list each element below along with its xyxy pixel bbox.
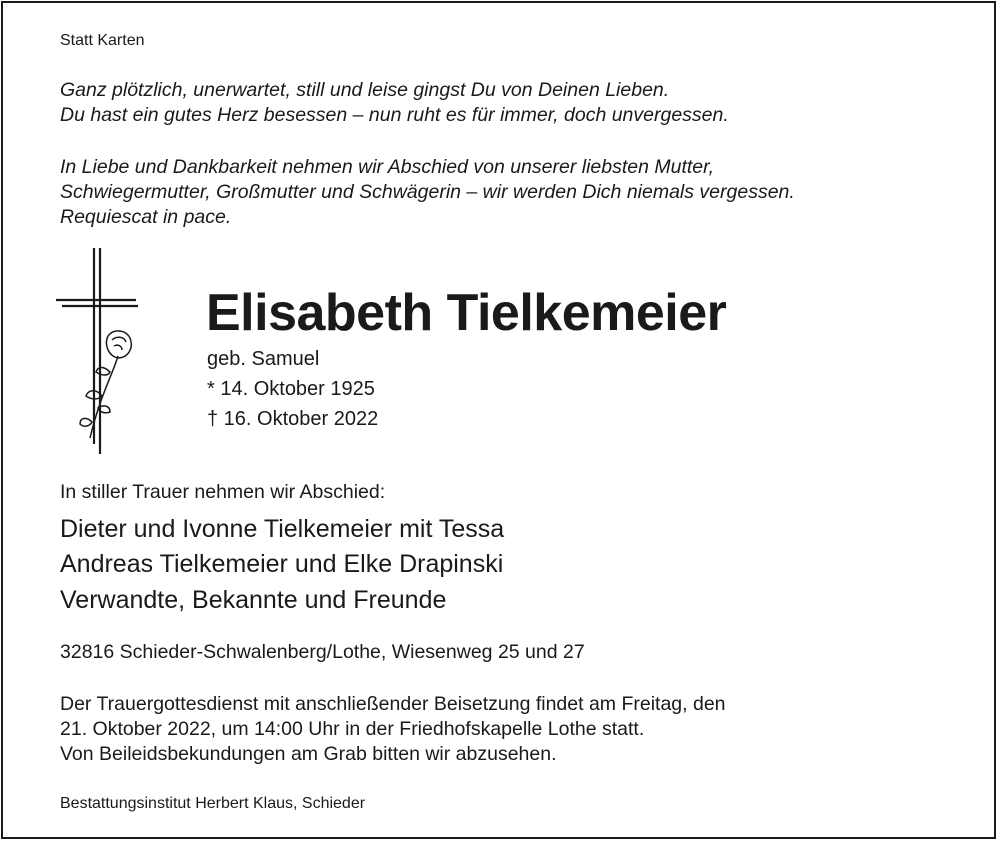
service-line-3: Von Beileidsbekundungen am Grab bitten wir abzusehen. xyxy=(60,743,557,765)
service-line-2: 21. Oktober 2022, um 14:00 Uhr in der Friedhofskapelle Lothe statt. xyxy=(60,718,645,740)
intro-line-2: Schwiegermutter, Großmutter und Schwägerin – wir werden Dich niemals vergessen. xyxy=(60,181,795,203)
death-date: † 16. Oktober 2022 xyxy=(207,408,379,430)
birth-date: * 14. Oktober 1925 xyxy=(207,378,375,400)
undertaker: Bestattungsinstitut Herbert Klaus, Schieder xyxy=(60,795,366,812)
verse-line-2: Du hast ein gutes Herz besessen – nun ruht es für immer, doch unvergessen. xyxy=(60,104,729,126)
mourner-line-2: Andreas Tielkemeier und Elke Drapinski xyxy=(60,550,504,578)
intro-line-3: Requiescat in pace. xyxy=(60,206,232,228)
intro-line-1: In Liebe und Dankbarkeit nehmen wir Abschied von unserer liebsten Mutter, xyxy=(60,156,714,178)
deceased-name: Elisabeth Tielkemeier xyxy=(206,284,727,342)
statt-karten: Statt Karten xyxy=(60,32,145,49)
address: 32816 Schieder-Schwalenberg/Lothe, Wiesenweg 25 und 27 xyxy=(60,641,585,663)
mourner-line-1: Dieter und Ivonne Tielkemeier mit Tessa xyxy=(60,515,505,543)
cross-with-rose-icon xyxy=(52,246,144,458)
verse-line-1: Ganz plötzlich, unerwartet, still und leise gingst Du von Deinen Lieben. xyxy=(60,79,670,101)
service-line-1: Der Trauergottesdienst mit anschließender Beisetzung findet am Freitag, den xyxy=(60,693,726,715)
maiden-name: geb. Samuel xyxy=(207,348,320,370)
mourner-line-3: Verwandte, Bekannte und Freunde xyxy=(60,586,447,614)
mourners-heading: In stiller Trauer nehmen wir Abschied: xyxy=(60,481,386,503)
